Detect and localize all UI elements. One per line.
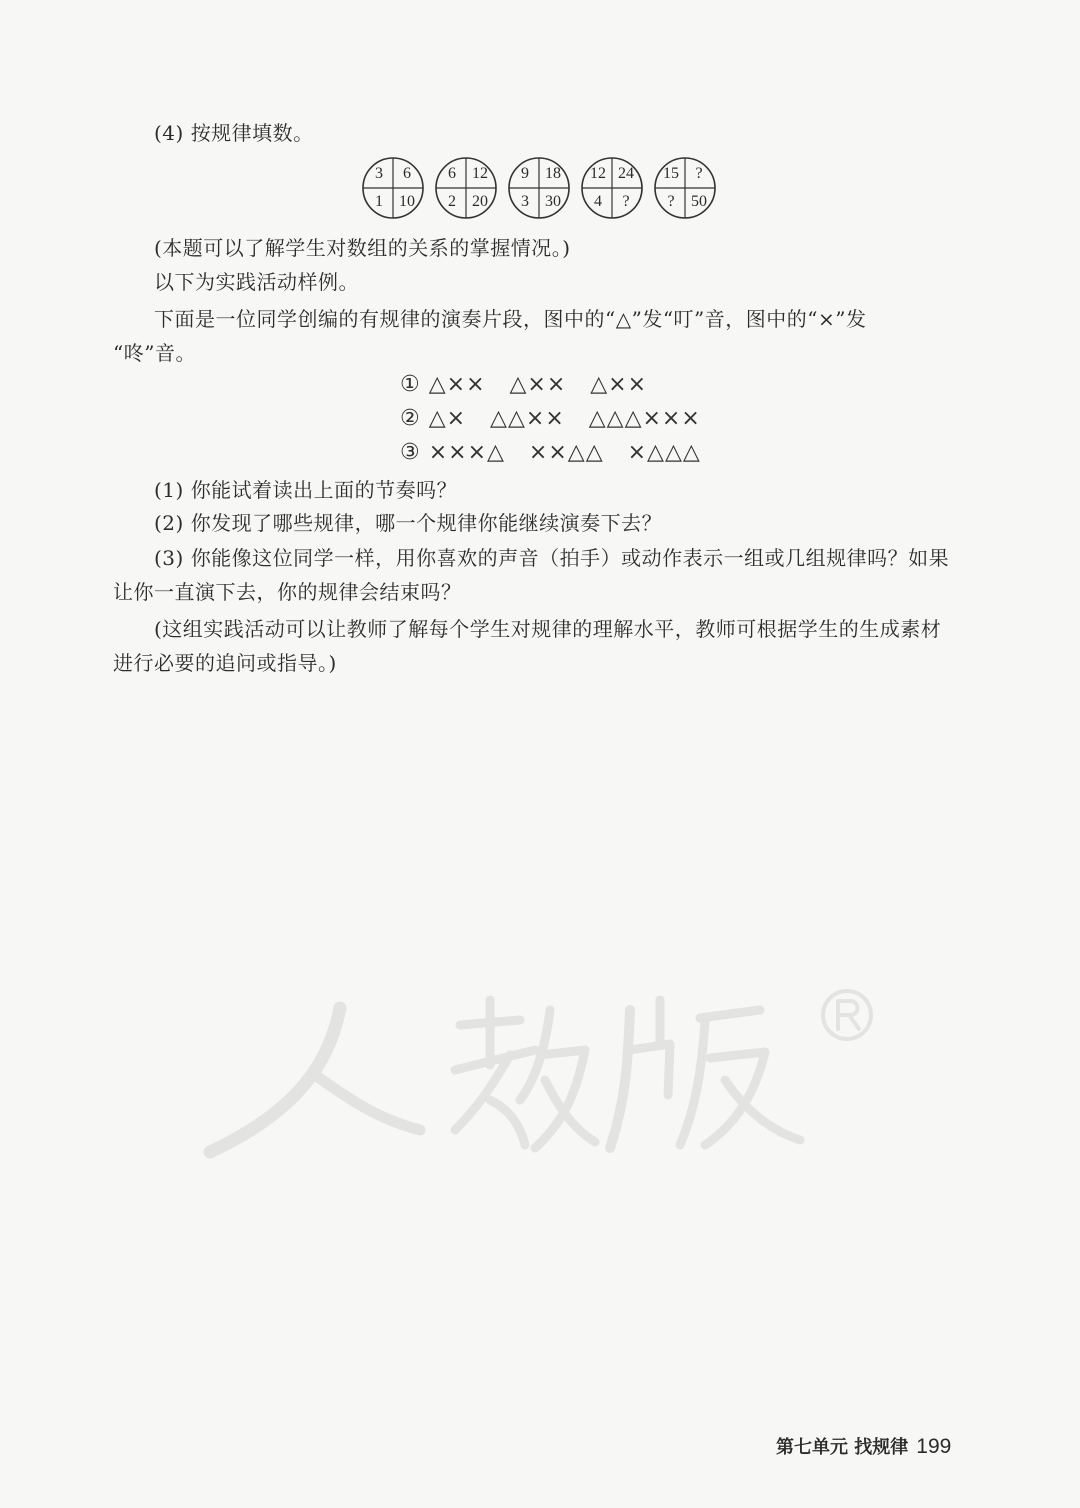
circle-value-top-left: 9	[521, 165, 529, 182]
question-3-line-2: 让你一直演下去，你的规律会结束吗？	[113, 580, 462, 604]
number-circle	[361, 156, 425, 220]
circle-value-top-right: 6	[403, 165, 411, 182]
publisher-watermark	[190, 980, 890, 1174]
circle-value-bottom-left: ?	[667, 193, 675, 210]
footer-unit-title: 第七单元 找规律	[776, 1437, 909, 1458]
circle-value-bottom-right: 30	[545, 193, 561, 210]
circle-value-top-right: 24	[618, 165, 634, 182]
teacher-note-2-line-1: (这组实践活动可以让教师了解每个学生对规律的理解水平，教师可根据学生的生成素材	[154, 617, 942, 641]
number-circles	[361, 156, 723, 220]
circle-value-top-right: ?	[695, 165, 703, 182]
q4-title: (4) 按规律填数。	[154, 121, 314, 145]
question-3-line-1: (3) 你能像这位同学一样，用你喜欢的声音（拍手）或动作表示一组或几组规律吗？如果	[154, 546, 950, 570]
circle-value-bottom-right: 50	[691, 193, 707, 210]
circle-value-bottom-left: 1	[375, 193, 383, 210]
practice-intro: 以下为实践活动样例。	[154, 270, 359, 294]
circle-value-bottom-right: 20	[472, 193, 488, 210]
circle-value-bottom-right: ?	[622, 193, 630, 210]
circle-value-top-right: 18	[545, 165, 561, 182]
question-1: (1) 你能试着读出上面的节奏吗？	[154, 478, 458, 502]
circle-value-bottom-left: 3	[521, 193, 529, 210]
activity-description-line-2: “咚”音。	[113, 341, 196, 365]
circle-value-top-left: 12	[590, 165, 606, 182]
teacher-note-2-line-2: 进行必要的追问或指导。)	[113, 651, 337, 675]
number-circle	[434, 156, 498, 220]
activity-description-line-1: 下面是一位同学创编的有规律的演奏片段，图中的“△”发“叮”音，图中的“×”发	[154, 307, 867, 331]
number-circle	[580, 156, 644, 220]
teacher-note-1: (本题可以了解学生对数组的关系的掌握情况。)	[154, 236, 571, 260]
circle-value-top-right: 12	[472, 165, 488, 182]
circle-value-top-left: 3	[375, 165, 383, 182]
page-number: 199	[916, 1435, 952, 1458]
circle-value-bottom-right: 10	[399, 193, 415, 210]
number-circle	[653, 156, 717, 220]
rhythm-pattern-3: ③ ×××△ ××△△ ×△△△	[400, 440, 701, 465]
page-footer	[776, 1435, 951, 1460]
circle-value-bottom-left: 4	[594, 193, 602, 210]
circle-value-top-left: 15	[663, 165, 679, 182]
question-2: (2) 你发现了哪些规律，哪一个规律你能继续演奏下去？	[154, 511, 663, 535]
circle-value-top-left: 6	[448, 165, 456, 182]
rhythm-pattern-2: ② △× △△×× △△△×××	[400, 406, 701, 431]
rhythm-pattern-1: ① △×× △×× △××	[400, 372, 648, 397]
circle-value-bottom-left: 2	[448, 193, 456, 210]
number-circle	[507, 156, 571, 220]
